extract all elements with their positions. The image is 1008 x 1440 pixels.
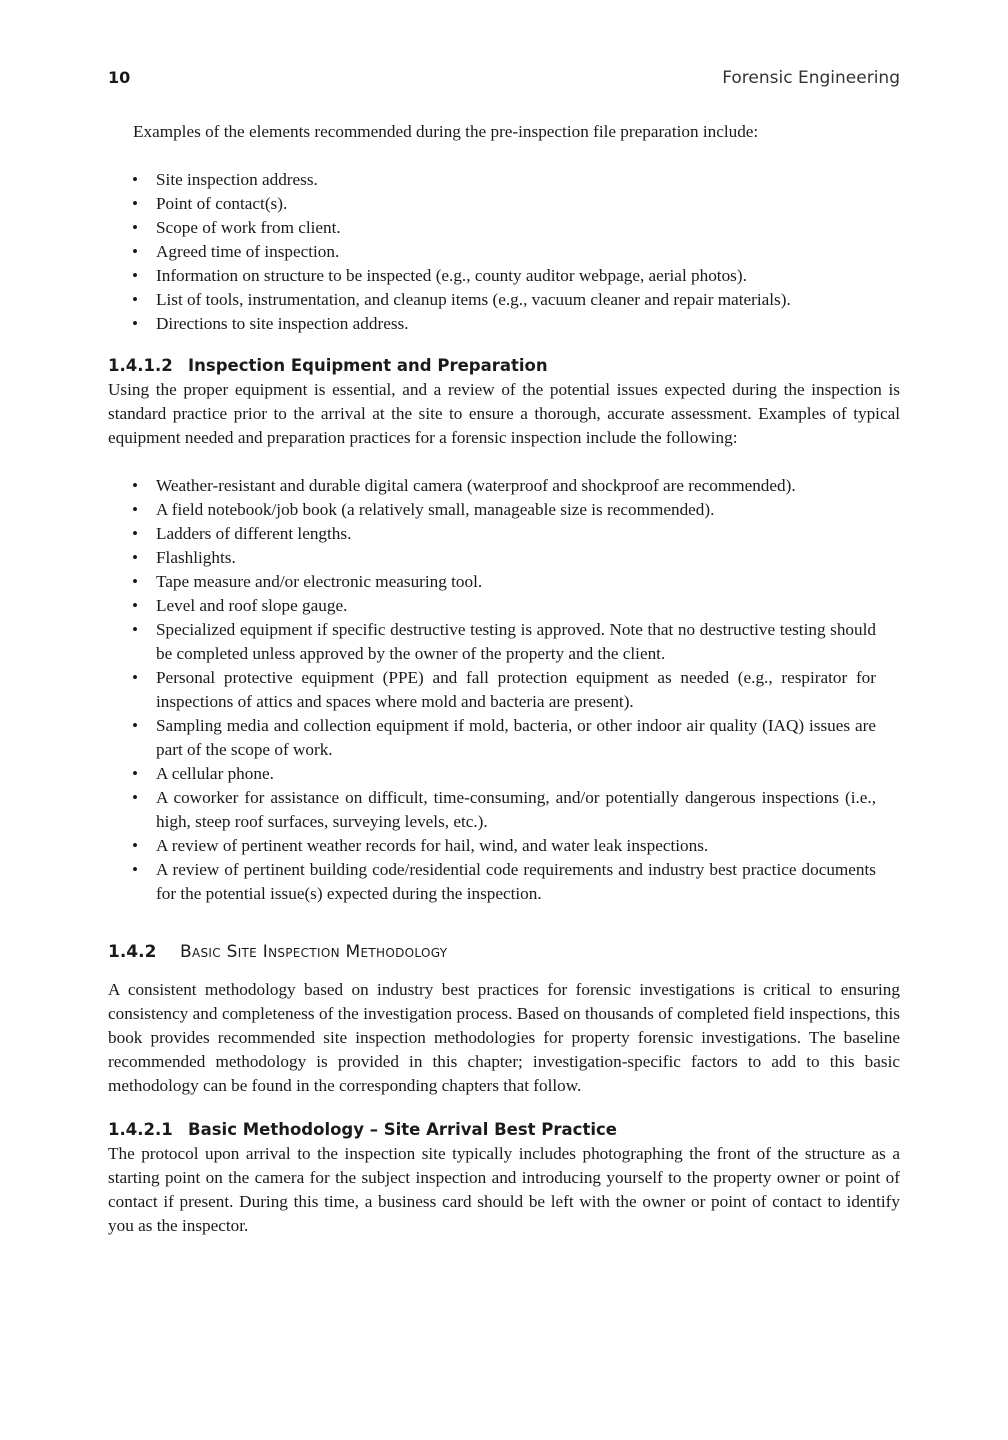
section-title: Basic Site Inspection Methodology bbox=[180, 942, 448, 962]
list-item: • Directions to site inspection address. bbox=[132, 314, 409, 333]
list-item: • A field notebook/job book (a relatively small, manageable size is recommended). bbox=[132, 500, 715, 519]
list-item: • A cellular phone. bbox=[132, 764, 274, 783]
list-item: • Agreed time of inspection. bbox=[132, 242, 340, 261]
section-number: 1.4.1.2 bbox=[108, 356, 173, 375]
list-item: • Scope of work from client. bbox=[132, 218, 341, 237]
list-item: • Tape measure and/or electronic measuring tool. bbox=[132, 572, 483, 591]
page-number: 10 bbox=[108, 68, 131, 87]
section-heading-1412 bbox=[108, 354, 900, 378]
list-item: • A coworker for assistance on difficult, time-consuming, and/or potentially dangerous inspections (i.e., high, steep roof surfaces, surveying levels, etc.). bbox=[132, 788, 876, 831]
list-item: • Specialized equipment if specific destructive testing is approved. Note that no destructive testing should be completed unless approved by the owner of the property and the client. bbox=[132, 620, 876, 663]
list-item: • Point of contact(s). bbox=[132, 194, 288, 213]
list-item: • Personal protective equipment (PPE) and fall protection equipment as needed (e.g., respirator for inspections of attics and spaces where mold and bacteria are present). bbox=[132, 668, 876, 711]
list-item: • List of tools, instrumentation, and cleanup items (e.g., vacuum cleaner and repair materials). bbox=[132, 290, 791, 309]
section-142-paragraph: A consistent methodology based on industry best practices for forensic investigations is critical to ensuring consistency and completeness of the investigation process. Based on thousands of completed field inspections, this book provides recommended site inspection methodologies for property forensic investigations. The baseline recommended methodology is provided in this chapter; investigation-specific factors to add to this basic methodology can be found in the corresponding chapters that follow. bbox=[108, 980, 900, 1095]
list-item: • A review of pertinent weather records for hail, wind, and water leak inspections. bbox=[132, 836, 709, 855]
list-item: • Site inspection address. bbox=[132, 170, 318, 189]
running-header bbox=[108, 66, 900, 96]
list-item: • A review of pertinent building code/residential code requirements and industry best practice documents for the potential issue(s) expected during the inspection. bbox=[132, 860, 876, 903]
section-1421-paragraph: The protocol upon arrival to the inspection site typically includes photographing the front of the structure as a starting point on the camera for the subject inspection and introducing yourself to the property owner or point of contact if present. During this time, a business card should be left with the owner or point of contact to identify you as the inspector. bbox=[108, 1144, 900, 1235]
equipment-list bbox=[108, 474, 900, 906]
section-1412-paragraph: Using the proper equipment is essential, and a review of the potential issues expected during the inspection is standard practice prior to the arrival at the site to ensure a thorough, accurate assessment. Examples of typical equipment needed and preparation practices for a forensic inspection include the following: bbox=[108, 380, 900, 447]
intro-paragraph: Examples of the elements recommended during the pre-inspection file preparation include: bbox=[133, 122, 759, 141]
pre-inspection-list bbox=[108, 168, 900, 336]
list-item: • Weather-resistant and durable digital camera (waterproof and shockproof are recommended). bbox=[132, 476, 796, 495]
section-title: Basic Methodology – Site Arrival Best Practice bbox=[188, 1120, 617, 1139]
section-number: 1.4.2 bbox=[108, 942, 157, 962]
list-item: • Ladders of different lengths. bbox=[132, 524, 352, 543]
section-number: 1.4.2.1 bbox=[108, 1120, 173, 1139]
list-item: • Level and roof slope gauge. bbox=[132, 596, 348, 615]
section-heading-142 bbox=[108, 940, 900, 964]
list-item: • Sampling media and collection equipment if mold, bacteria, or other indoor air quality (IAQ) issues are part of the scope of work. bbox=[132, 716, 876, 759]
list-item: • Flashlights. bbox=[132, 548, 236, 567]
section-title: Inspection Equipment and Preparation bbox=[188, 356, 548, 375]
document-page bbox=[108, 66, 900, 1238]
section-heading-1421 bbox=[108, 1118, 900, 1142]
list-item: • Information on structure to be inspected (e.g., county auditor webpage, aerial photos). bbox=[132, 266, 747, 285]
book-title: Forensic Engineering bbox=[722, 68, 900, 88]
